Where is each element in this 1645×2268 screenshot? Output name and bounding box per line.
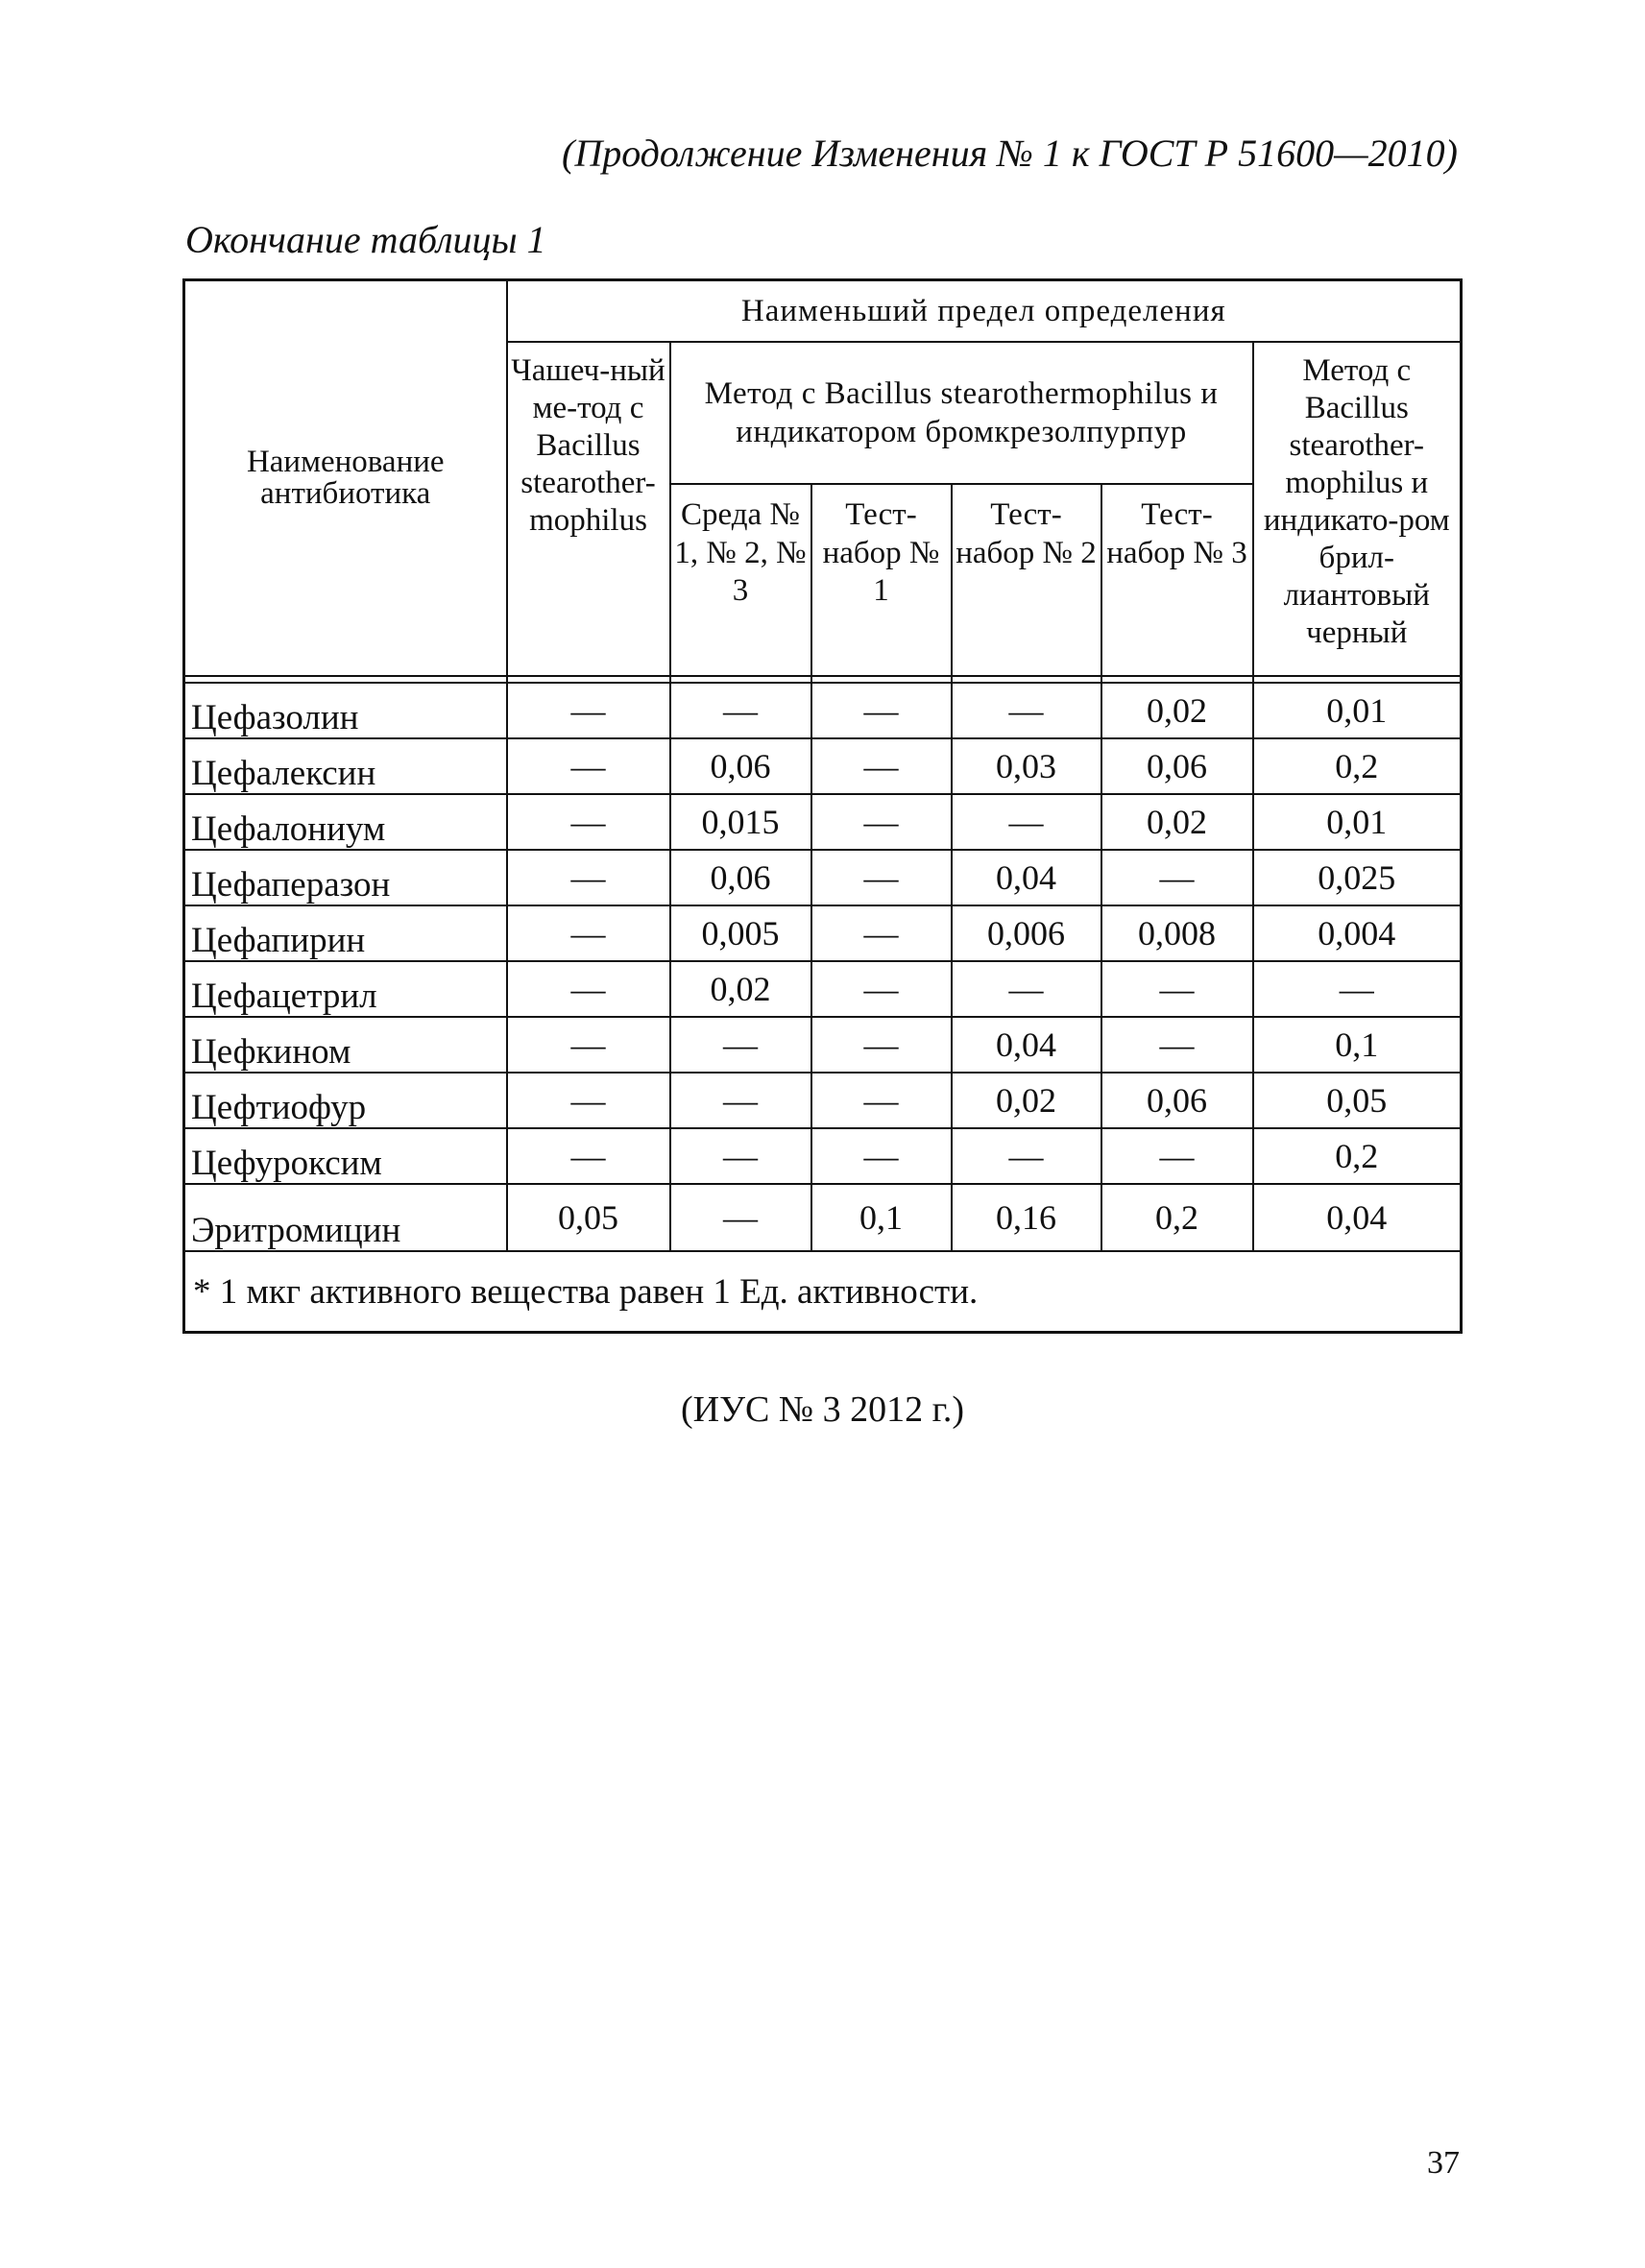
test-kit-2-value: 0,03 (952, 738, 1101, 794)
header-test-kit-1: Тест-набор № 1 (811, 484, 952, 676)
cup-method-value: 0,05 (507, 1184, 670, 1251)
medium-value: 0,005 (670, 905, 811, 961)
cup-method-value: — (507, 1017, 670, 1073)
test-kit-2-value: — (952, 683, 1101, 738)
header-lowest-limit: Наименьший предел определения (507, 280, 1462, 343)
medium-value: — (670, 683, 811, 738)
cup-method-value: — (507, 1073, 670, 1128)
test-kit-2-value: — (952, 794, 1101, 850)
test-kit-1-value: — (811, 1128, 952, 1184)
test-kit-3-value: 0,02 (1101, 794, 1253, 850)
header-test-kit-2: Тест-набор № 2 (952, 484, 1101, 676)
test-kit-1-value: — (811, 961, 952, 1017)
test-kit-2-value: 0,16 (952, 1184, 1101, 1251)
test-kit-2-value: — (952, 1128, 1101, 1184)
test-kit-1-value: — (811, 738, 952, 794)
test-kit-3-value: 0,06 (1101, 738, 1253, 794)
test-kit-1-value: — (811, 683, 952, 738)
medium-value: — (670, 1073, 811, 1128)
medium-value: 0,06 (670, 738, 811, 794)
medium-value: 0,02 (670, 961, 811, 1017)
test-kit-3-value: 0,02 (1101, 683, 1253, 738)
table-row (184, 1017, 1462, 1073)
brilliant-black-value: 0,2 (1253, 1128, 1462, 1184)
medium-value: — (670, 1128, 811, 1184)
medium-value: 0,015 (670, 794, 811, 850)
antibiotic-name: Цефацетрил (184, 961, 507, 1017)
antibiotic-name: Цефазолин (184, 683, 507, 738)
header-brilliant-black-method: Метод с Bacillus stearother-mophilus и индикато-ром брил-лиантовый черный (1253, 342, 1462, 676)
brilliant-black-value: 0,2 (1253, 738, 1462, 794)
test-kit-1-value: — (811, 905, 952, 961)
test-kit-1-value: — (811, 794, 952, 850)
antibiotic-name: Цефтиофур (184, 1073, 507, 1128)
page-number: 37 (1427, 2145, 1460, 2181)
antibiotic-name: Цефаперазон (184, 850, 507, 905)
test-kit-3-value: 0,2 (1101, 1184, 1253, 1251)
ius-reference: (ИУС № 3 2012 г.) (680, 1389, 965, 1430)
brilliant-black-value: 0,01 (1253, 683, 1462, 738)
table-row (184, 850, 1462, 905)
antibiotic-name: Эритромицин (184, 1184, 507, 1251)
test-kit-3-value: — (1101, 1128, 1253, 1184)
brilliant-black-value: 0,1 (1253, 1017, 1462, 1073)
cup-method-value: — (507, 850, 670, 905)
test-kit-3-value: — (1101, 1017, 1253, 1073)
antibiotic-name: Цефапирин (184, 905, 507, 961)
header-separator (184, 676, 1462, 683)
table-row (184, 1073, 1462, 1128)
brilliant-black-value: 0,04 (1253, 1184, 1462, 1251)
header-test-kit-3: Тест-набор № 3 (1101, 484, 1253, 676)
medium-value: — (670, 1017, 811, 1073)
table-caption: Окончание таблицы 1 (185, 218, 546, 261)
table-row (184, 1184, 1462, 1251)
brilliant-black-value: 0,025 (1253, 850, 1462, 905)
header-medium: Среда № 1, № 2, № 3 (670, 484, 811, 676)
cup-method-value: — (507, 683, 670, 738)
cup-method-value: — (507, 961, 670, 1017)
test-kit-2-value: — (952, 961, 1101, 1017)
table-row (184, 794, 1462, 850)
header-bromcresol-method: Метод с Bacillus stearothermophilus и индикатором бромкрезолпурпур (670, 342, 1253, 484)
antibiotic-name: Цефалониум (184, 794, 507, 850)
test-kit-3-value: 0,06 (1101, 1073, 1253, 1128)
table-row (184, 738, 1462, 794)
test-kit-3-value: — (1101, 850, 1253, 905)
antibiotic-name: Цефкином (184, 1017, 507, 1073)
cup-method-value: — (507, 738, 670, 794)
continuation-header: (Продолжение Изменения № 1 к ГОСТ Р 51600—2010) (562, 132, 1458, 175)
antibiotic-detection-table (182, 278, 1463, 1334)
test-kit-1-value: — (811, 850, 952, 905)
table-footnote: * 1 мкг активного вещества равен 1 Ед. активности. (184, 1251, 1462, 1333)
test-kit-1-value: — (811, 1017, 952, 1073)
test-kit-2-value: 0,04 (952, 1017, 1101, 1073)
test-kit-3-value: 0,008 (1101, 905, 1253, 961)
test-kit-2-value: 0,02 (952, 1073, 1101, 1128)
medium-value: — (670, 1184, 811, 1251)
test-kit-3-value: — (1101, 961, 1253, 1017)
header-cup-method: Чашеч-ный ме-тод с Bacillus stearother-mophilus (507, 342, 670, 676)
cup-method-value: — (507, 794, 670, 850)
table-row (184, 905, 1462, 961)
header-antibiotic-name: Наименование антибиотика (184, 280, 507, 677)
brilliant-black-value: 0,05 (1253, 1073, 1462, 1128)
test-kit-1-value: — (811, 1073, 952, 1128)
cup-method-value: — (507, 905, 670, 961)
brilliant-black-value: — (1253, 961, 1462, 1017)
table-row (184, 961, 1462, 1017)
cup-method-value: — (507, 1128, 670, 1184)
antibiotic-name: Цефалексин (184, 738, 507, 794)
test-kit-2-value: 0,006 (952, 905, 1101, 961)
test-kit-2-value: 0,04 (952, 850, 1101, 905)
table-row (184, 683, 1462, 738)
antibiotic-name: Цефуроксим (184, 1128, 507, 1184)
table-row (184, 1128, 1462, 1184)
medium-value: 0,06 (670, 850, 811, 905)
test-kit-1-value: 0,1 (811, 1184, 952, 1251)
brilliant-black-value: 0,01 (1253, 794, 1462, 850)
brilliant-black-value: 0,004 (1253, 905, 1462, 961)
